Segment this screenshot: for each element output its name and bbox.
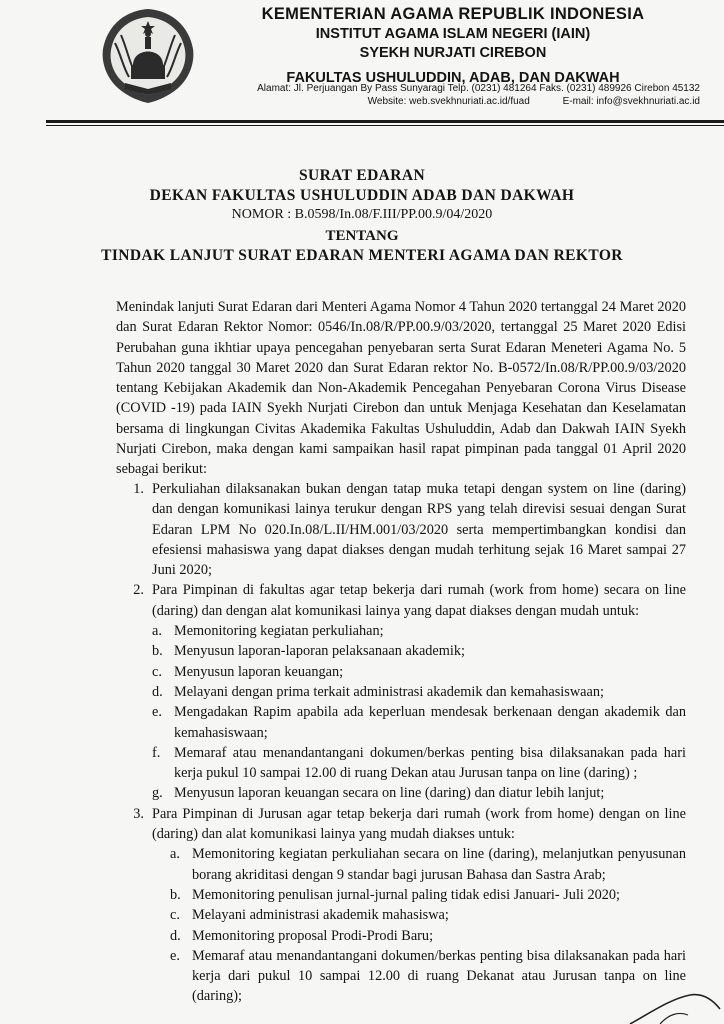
sub-item <box>152 621 686 641</box>
sub-item <box>152 783 686 803</box>
issuer-title: DEKAN FAKULTAS USHULUDDIN ADAB DAN DAKWAH <box>149 187 575 204</box>
ministry-name: KEMENTERIAN AGAMA REPUBLIK INDONESIA <box>261 5 645 23</box>
sub-text: Memaraf atau menandantangani dokumen/berkas penting bisa dilaksanakan pada hari kerja dari pukul 10 sampai 12.00 di ruang Dekanat atau Jurusan tanpa on line (daring); <box>192 947 686 1005</box>
subject-title: TINDAK LANJUT SURAT EDARAN MENTERI AGAMA DAN REKTOR <box>101 247 623 264</box>
list-item <box>116 804 686 1007</box>
document-number: NOMOR : B.0598/In.08/F.III/PP.00.9/04/2020 <box>231 207 493 222</box>
item-text: Perkuliahan dilaksanakan bukan dengan tatap muka tetapi dengan system on line (daring) dan dengan komunikasi lainya terukur dengan RPS yang telah direvisi sesuai dengan Surat Edaran LPM No 020.In.08/L.II/HM.001/03/2020 serta mempertimbangkan kondisi dan efesiensi mahasiswa yang dapat diakses dengan mudah terhitung sejak 16 Maret sampai 27 Juni 2020; <box>152 481 686 579</box>
sub-text: Memonitoring kegiatan perkuliahan; <box>174 623 384 640</box>
website-text: Website: web.svekhnuriati.ac.id/fuad <box>367 96 530 107</box>
sub-item <box>152 926 686 946</box>
sub-letter: a. <box>152 623 162 640</box>
sub-text: Menyusun laporan-laporan pelaksanaan akademik; <box>174 643 465 660</box>
sub-item <box>152 662 686 682</box>
email-text: E-mail: info@svekhnuriati.ac.id <box>562 96 700 107</box>
signature-stroke <box>590 985 724 1024</box>
tentang-label: TENTANG <box>325 228 399 244</box>
letterhead <box>210 4 696 90</box>
sub-text: Menyusun laporan keuangan; <box>174 663 344 680</box>
sub-letter: d. <box>152 683 163 700</box>
item-text: Para Pimpinan di fakultas agar tetap bekerja dari rumah (work from home) secara on line (daring) dan dengan alat komunikasi lainya yang dapat diakses dengan mudah untuk: <box>152 582 686 619</box>
sub-item <box>152 844 686 885</box>
letterhead-rule-thin <box>46 125 724 126</box>
sub-letter: d. <box>170 927 181 944</box>
letterhead-address-block <box>200 82 700 108</box>
faculty-name: FAKULTAS USHULUDDIN, ADAB, DAN DAKWAH <box>286 70 620 86</box>
sub-item <box>152 641 686 661</box>
item-number: 3. <box>133 805 144 822</box>
sub-text: Memonitoring kegiatan perkuliahan secara on line (daring), melanjutkan penyusunan borang akriditasi dengan 9 standar bagi jurusan Bahasa dan Sastra Arab; <box>192 846 686 883</box>
sub-item <box>152 743 686 784</box>
letterhead-rule-thick <box>46 120 724 123</box>
sub-letter: e. <box>152 704 162 721</box>
sub-text: Mengadakan Rapim apabila ada keperluan mendesak berkenaan dengan akademik dan kemahasiswaan; <box>174 704 686 741</box>
list-item <box>116 479 686 580</box>
sub-letter: c. <box>152 663 162 680</box>
item-text: Para Pimpinan di Jurusan agar tetap bekerja dari rumah (work from home) dengan on line (daring) dan alat komunikasi lainya yang mudah diakses untuk: <box>152 805 686 843</box>
iain-emblem-icon <box>93 3 203 113</box>
sub-text: Melayani dengan prima terkait administrasi akademik dan kemahasiswaan; <box>174 683 604 700</box>
item-number: 1. <box>133 481 144 497</box>
sub-text: Melayani administrasi akademik mahasiswa; <box>192 907 449 924</box>
sub-item <box>152 905 686 925</box>
sub-item <box>152 682 686 702</box>
item-number: 2. <box>133 582 144 599</box>
sub-letter: b. <box>152 643 163 660</box>
sub-letter: c. <box>170 907 180 924</box>
sub-text: Memonitoring penulisan jurnal-jurnal paling tidak edisi Januari- Juli 2020; <box>192 886 621 903</box>
sub-text: Memaraf atau menandantangani dokumen/berkas penting bisa dilaksanakan pada hari kerja pukul 10 sampai 12.00 di ruang Dekan atau Jurusan tanpa on line (daring) ; <box>174 744 686 782</box>
doc-type-title: SURAT EDARAN <box>298 167 426 184</box>
sub-letter: f. <box>152 744 161 761</box>
sub-text: Menyusun laporan keuangan secara on line (daring) dan diatur lebih lanjut; <box>174 785 605 802</box>
sub-letter: e. <box>170 947 180 964</box>
sub-letter: a. <box>170 846 180 863</box>
address-line: Alamat: Jl. Perjuangan By Pass Sunyaragi Telp. (0231) 481264 Faks. (0231) 489926 Cirebon 45132 <box>257 83 700 94</box>
sub-item <box>152 885 686 905</box>
contact-line <box>200 95 700 108</box>
intro-paragraph: Menindak lanjuti Surat Edaran dari Menteri Agama Nomor 4 Tahun 2020 tertanggal 24 Maret 2020 dan Surat Edaran Rektor Nomor: 0546/In.08/R/PP.00.9/03/2020, tertanggal 25 Maret 2020 Edisi Perubahan guna ikhtiar upaya pencegahan penyebaran serta Surat Edaran Meneteri Agama No. 5 Tahun 2020 tanggal 30 Maret 2020 dan Surat Edaran rektor No. B-0572/In.08/R/PP.00.9/03/2020 tentang Kebijakan Akademik dan Non-Akademik Pencegahan Penyebaran Corona Virus Disease (COVID -19) pada IAIN Syekh Nurjati Cirebon dan untuk Menjaga Kesehatan dan Keselamatan bersama di lingkungan Civitas Akademika Fakultas Ushuluddin, Adab dan Dakwah IAIN Syekh Nurjati Cirebon, maka dengan kami sampaikan hasil rapat pimpinan pada tanggal 01 April 2020 sebagai berikut: <box>116 299 686 478</box>
numbered-list <box>116 479 686 1007</box>
sub-text: Memonitoring proposal Prodi-Prodi Baru; <box>192 927 434 944</box>
institute-name: INSTITUT AGAMA ISLAM NEGERI (IAIN) <box>315 26 591 42</box>
sub-item <box>152 702 686 743</box>
sub-letter: g. <box>152 785 163 802</box>
sub-letter: b. <box>170 886 181 903</box>
list-item <box>116 580 686 803</box>
institute-city: SYEKH NURJATI CIREBON <box>359 45 547 61</box>
